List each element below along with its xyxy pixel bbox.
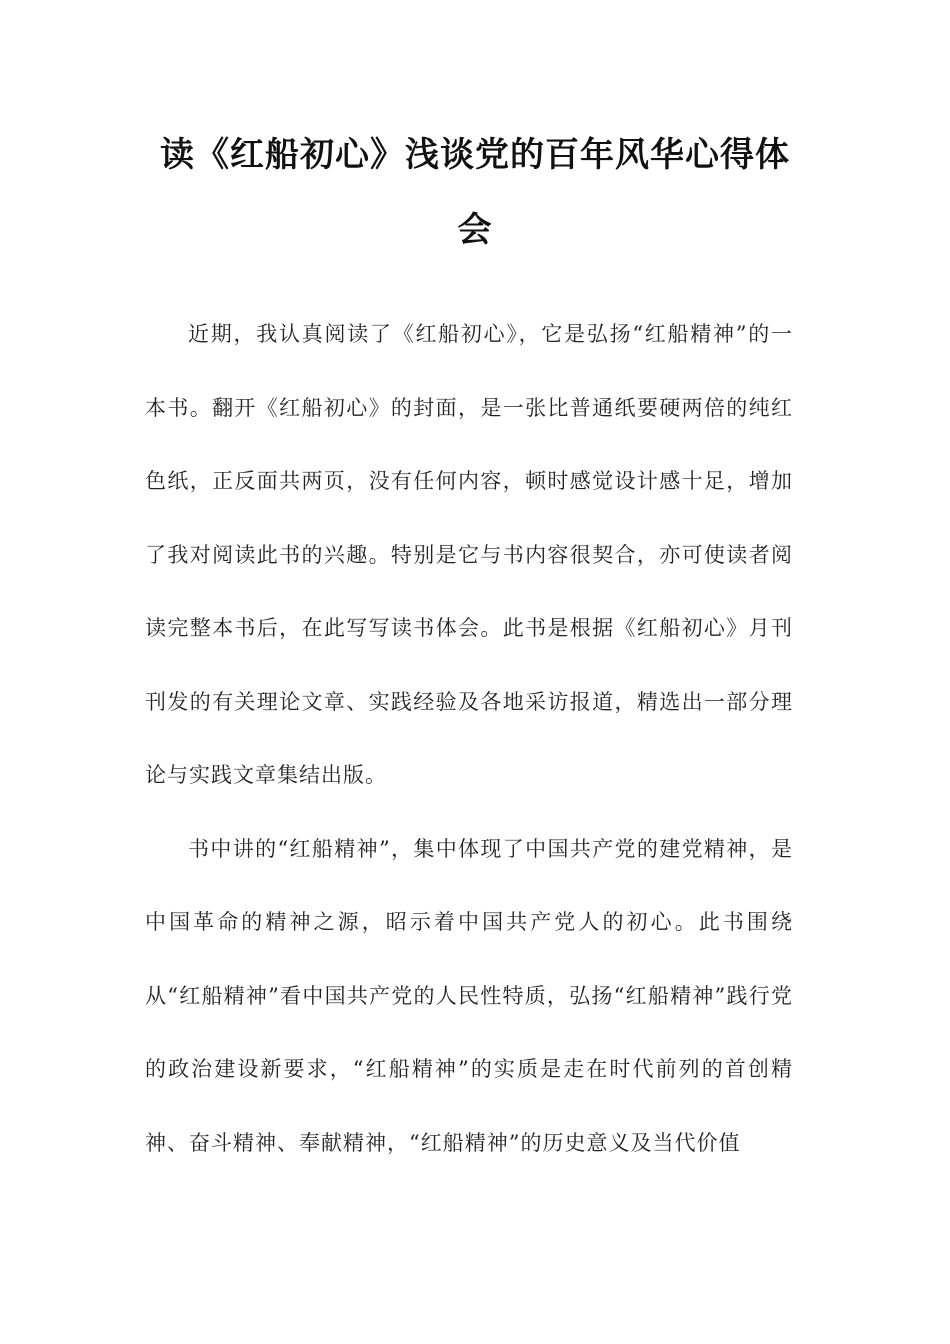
document-body xyxy=(145,298,793,1180)
document-title: 读《红船初心》浅谈党的百年风华心得体会 xyxy=(160,135,790,250)
paragraph-2: 书中讲的“红船精神”，集中体现了中国共产党的建党精神，是中国革命的精神之源，昭示着中国共产党人的初心。此书围绕从“红船精神”看中国共产党的人民性特质，弘扬“红船精神”践行党的政治建设新要求，“红船精神”的实质是走在时代前列的首创精神、奋斗精神、奉献精神，“红船精神”的历史意义及当代价值 xyxy=(145,836,793,1155)
paragraph-1: 近期，我认真阅读了《红船初心》，它是弘扬“红船精神”的一本书。翻开《红船初心》的封面，是一张比普通纸要硬两倍的纯红色纸，正反面共两页，没有任何内容，顿时感觉设计感十足，增加了我对阅读此书的兴趣。特别是它与书内容很契合，亦可使读者阅读完整本书后，在此写写读书体会。此书是根据《红船初心》月刊刊发的有关理论文章、实践经验及各地采访报道，精选出一部分理论与实践文章集结出版。 xyxy=(145,322,793,787)
